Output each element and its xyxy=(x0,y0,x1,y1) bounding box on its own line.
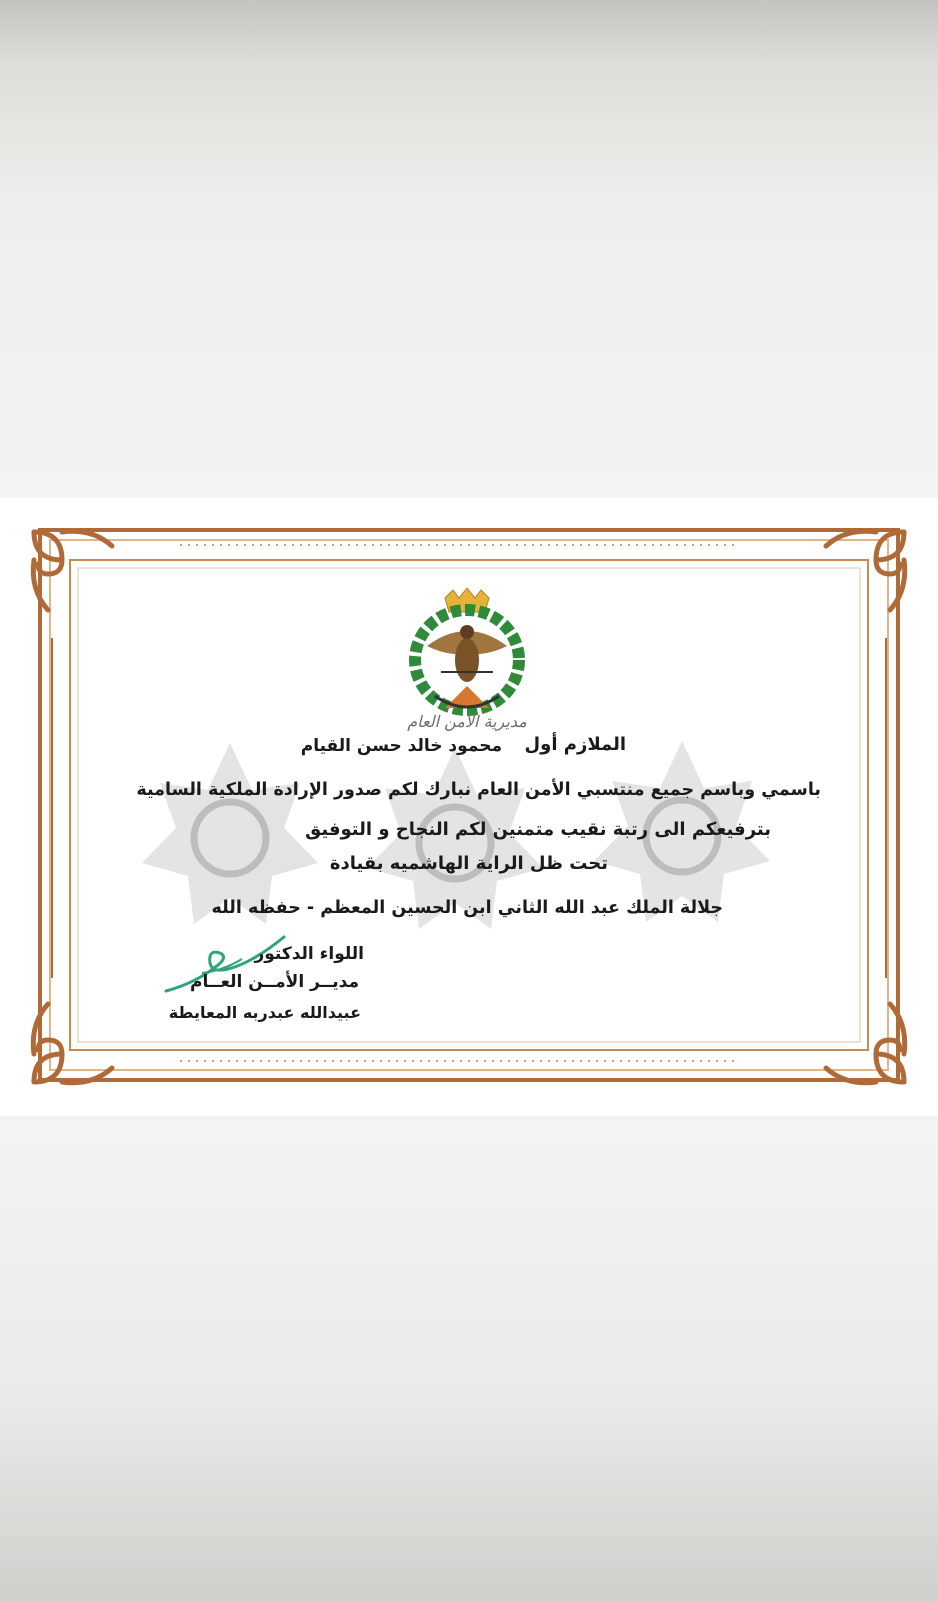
certificate-card xyxy=(0,498,938,1116)
emblem-caption: مديرية الأمن العام xyxy=(407,712,527,731)
congratulation-line-2: بترفيعكم الى رتبة نقيب متمنين لكم النجاح و التوفيق xyxy=(305,819,771,840)
congratulation-line-4: جلالة الملك عبد الله الثاني ابن الحسين المعظم - حفظه الله xyxy=(211,898,723,918)
recipient-name: محمود خالد حسن القيام xyxy=(300,736,502,756)
congratulation-line-3: تحت ظل الراية الهاشميه بقيادة xyxy=(329,853,608,874)
signatory-position: مديــر الأمــن العــام xyxy=(190,972,359,992)
signatory-name: عبيدالله عبدربه المعايطة xyxy=(168,1003,361,1022)
congratulation-line-1: باسمي وباسم جميع منتسبي الأمن العام نبارك لكم صدور الإرادة الملكية السامية xyxy=(136,780,821,800)
rank-label: الملازم أول xyxy=(524,734,626,755)
signatory-title: اللواء الدكتور xyxy=(254,944,364,964)
